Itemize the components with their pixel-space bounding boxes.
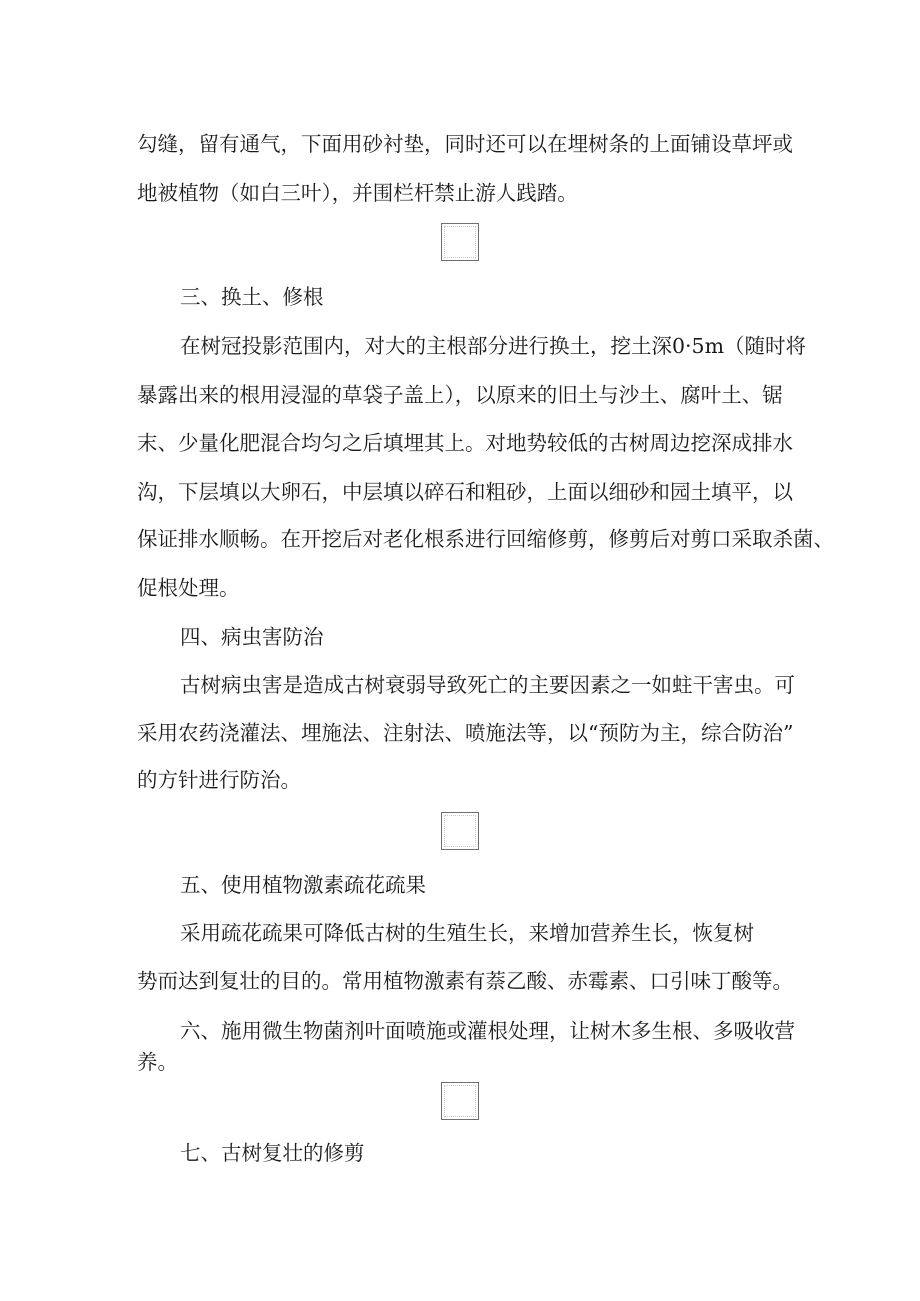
body-text-line: 勾缝，留有通气，下面用砂衬垫，同时还可以在埋树条的上面铺设草坪或 [137, 132, 793, 156]
body-text-line: 古树病虫害是造成古树衰弱导致死亡的主要因素之一如蛀干害虫。可 [180, 673, 795, 697]
body-text-line: 六、施用微生物菌剂叶面喷施或灌根处理，让树木多生根、多吸收营 [180, 1019, 795, 1043]
section-heading-5: 五、使用植物激素疏花疏果 [180, 873, 426, 897]
body-text-line: 促根处理。 [137, 576, 240, 600]
image-placeholder [441, 223, 479, 261]
body-text-line: 势而达到复壮的目的。常用植物激素有萘乙酸、赤霉素、口引味丁酸等。 [137, 969, 793, 993]
image-placeholder [441, 812, 479, 850]
body-text-line: 养。 [137, 1050, 178, 1074]
section-heading-4: 四、病虫害防治 [180, 625, 324, 649]
body-text-line: 末、少量化肥混合均匀之后填埋其上。对地势较低的古树周边挖深成排水 [137, 431, 793, 455]
body-text-line: 地被植物（如白三叶），并围栏杆禁止游人践踏。 [137, 181, 578, 205]
image-placeholder [441, 1082, 479, 1120]
body-text-line: 沟，下层填以大卵石，中层填以碎石和粗砂，上面以细砂和园土填平，以 [137, 480, 793, 504]
body-text-line: 保证排水顺畅。在开挖后对老化根系进行回缩修剪，修剪后对剪口采取杀菌、 [137, 527, 834, 551]
section-heading-3: 三、换土、修根 [180, 285, 324, 309]
section-heading-7: 七、古树复壮的修剪 [180, 1141, 365, 1165]
body-text-line: 采用农药浇灌法、埋施法、注射法、喷施法等，以“预防为主，综合防治” [137, 721, 794, 745]
body-text-line: 在树冠投影范围内，对大的主根部分进行换土，挖土深0·5m（随时将 [180, 334, 807, 358]
body-text-line: 暴露出来的根用浸湿的草袋子盖上），以原来的旧土与沙土、腐叶土、锯 [137, 383, 783, 407]
body-text-line: 的方针进行防治。 [137, 768, 301, 792]
body-text-line: 采用疏花疏果可降低古树的生殖生长，来增加营养生长，恢复树 [180, 921, 754, 945]
